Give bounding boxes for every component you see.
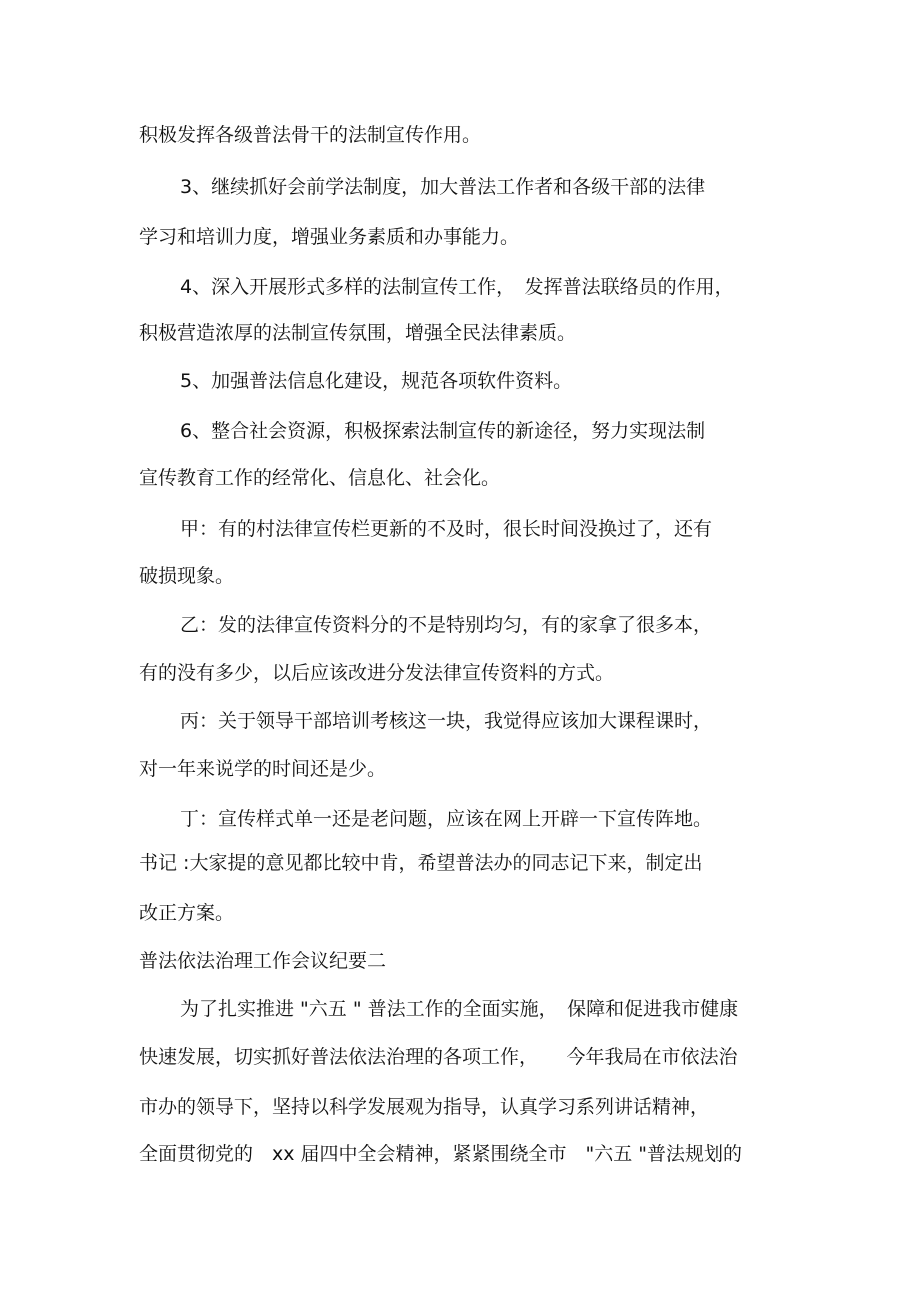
paragraph-line-20: 快速发展，切实抓好普法依法治理的各项工作， 今年我局在市依法治 — [139, 1046, 738, 1068]
paragraph-line-9: 甲：有的村法律宣传栏更新的不及时，很长时间没换过了，还有 — [180, 518, 713, 540]
paragraph-line-15: 丁：宣传样式单一还是老问题，应该在网上开辟一下宣传阵地。 — [180, 808, 713, 830]
paragraph-line-1: 积极发挥各级普法骨干的法制宣传作用。 — [139, 124, 482, 146]
paragraph-line-14: 对一年来说学的时间还是少。 — [139, 758, 387, 780]
paragraph-line-19: 为了扎实推进 "六五 " 普法工作的全面实施， 保障和促进我市健康 — [180, 998, 739, 1020]
paragraph-line-16: 书记 :大家提的意见都比较中肯，希望普法办的同志记下来，制定出 — [139, 852, 703, 874]
paragraph-line-2: 3、继续抓好会前学法制度，加大普法工作者和各级干部的法律 — [180, 176, 706, 198]
paragraph-line-21: 市办的领导下，坚持以科学发展观为指导，认真学习系列讲话精神， — [139, 1096, 710, 1118]
paragraph-line-17: 改正方案。 — [139, 902, 235, 924]
paragraph-line-13: 丙：关于领导干部培训考核这一块，我觉得应该加大课程课时， — [180, 710, 713, 732]
paragraph-line-3: 学习和培训力度，增强业务素质和办事能力。 — [139, 226, 520, 248]
paragraph-line-7: 6、整合社会资源，积极探索法制宣传的新途径，努力实现法制 — [180, 420, 706, 442]
paragraph-line-12: 有的没有多少，以后应该改进分发法律宣传资料的方式。 — [139, 662, 615, 684]
section-heading: 普法依法治理工作会议纪要二 — [139, 950, 387, 972]
paragraph-line-8: 宣传教育工作的经常化、信息化、社会化。 — [139, 467, 501, 489]
paragraph-line-10: 破损现象。 — [139, 565, 235, 587]
paragraph-line-6: 5、加强普法信息化建设，规范各项软件资料。 — [180, 370, 573, 392]
paragraph-line-5: 积极营造浓厚的法制宣传氛围，增强全民法律素质。 — [139, 322, 577, 344]
paragraph-line-11: 乙：发的法律宣传资料分的不是特别均匀，有的家拿了很多本， — [180, 614, 713, 636]
paragraph-line-22: 全面贯彻党的 xx 届四中全会精神，紧紧围绕全市 "六五 "普法规划的 — [139, 1143, 743, 1165]
paragraph-line-4: 4、深入开展形式多样的法制宣传工作， 发挥普法联络员的作用， — [180, 276, 734, 298]
